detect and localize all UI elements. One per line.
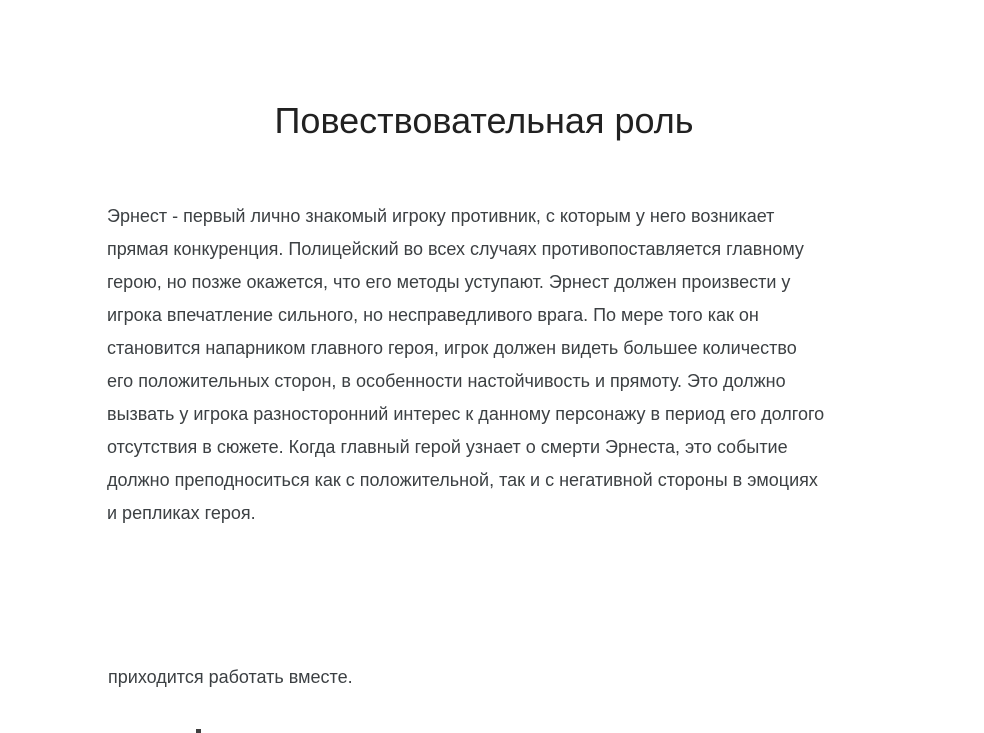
paragraph-line: Эрнест - первый лично знакомый игроку противник, с которым у него возникает: [107, 206, 775, 226]
page-title: Повествовательная роль: [274, 100, 694, 141]
cutoff-text-fragment: [196, 729, 201, 733]
paragraph-line: прямая конкуренция. Полицейский во всех случаях противопоставляется главному: [107, 239, 804, 259]
paragraph-line: должно преподноситься как с положительной, так и с негативной стороны в эмоциях: [107, 470, 818, 490]
paragraph-line: отсутствия в сюжете. Когда главный герой узнает о смерти Эрнеста, это событие: [107, 437, 788, 457]
paragraph-line: вызвать у игрока разносторонний интерес к данному персонажу в период его долгого: [107, 404, 825, 424]
body-paragraph: [107, 200, 897, 530]
paragraph-line: герою, но позже окажется, что его методы уступают. Эрнест должен произвести у: [107, 272, 791, 292]
paragraph-line: становится напарником главного героя, игрок должен видеть большее количество: [107, 338, 797, 358]
paragraph-line: игрока впечатление сильного, но несправедливого врага. По мере того как он: [107, 305, 759, 325]
paragraph-line: и репликах героя.: [107, 503, 256, 523]
paragraph-line: его положительных сторон, в особенности настойчивость и прямоту. Это должно: [107, 371, 786, 391]
lower-paragraph-fragment-line: приходится работать вместе.: [108, 667, 353, 687]
